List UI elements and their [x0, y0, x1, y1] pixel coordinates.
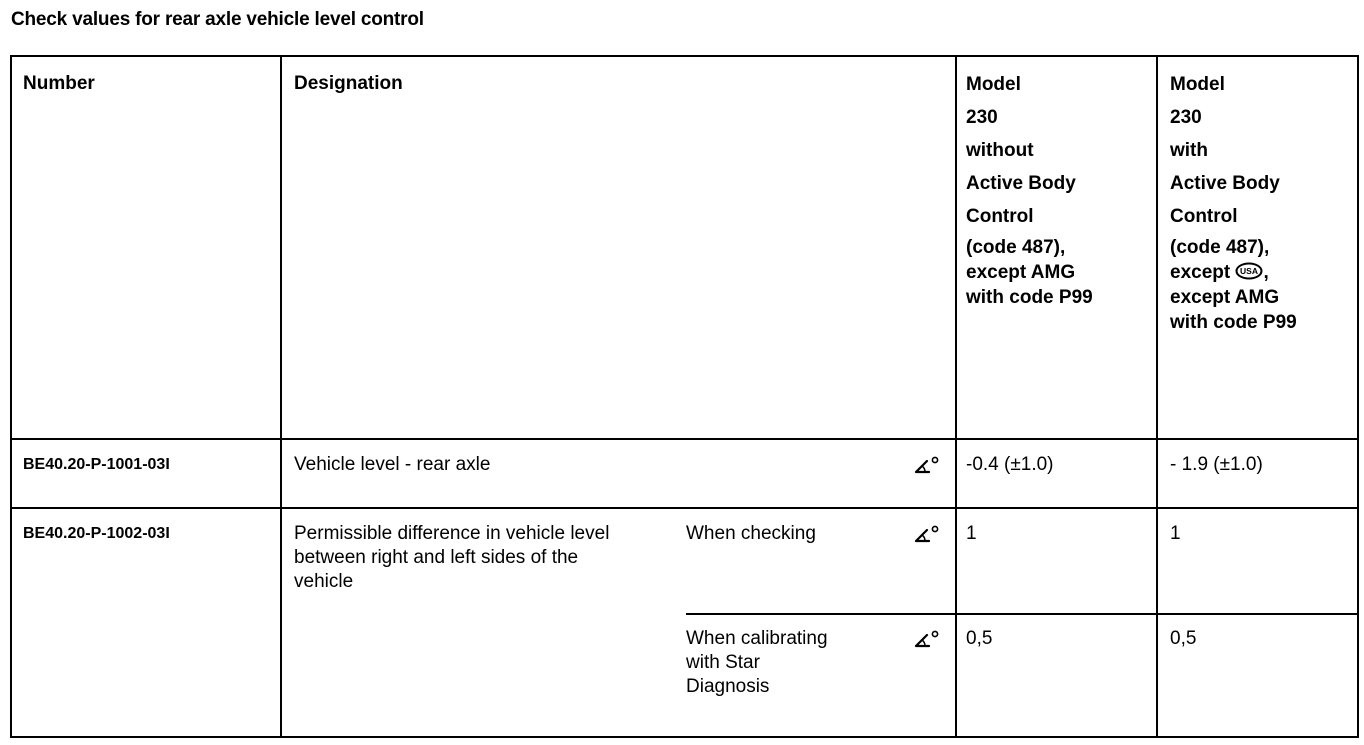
row-1-value-model-1: -0.4 (±1.0) [966, 454, 1054, 475]
grid-line [955, 57, 957, 736]
header-model-2-comma: , [1263, 262, 1269, 283]
header-model-2-line: Active Body [1170, 173, 1280, 194]
grid-line [686, 613, 1357, 615]
header-model-2-line: except AMG [1170, 287, 1280, 308]
row-2-designation-line: between right and left sides of the [294, 547, 579, 568]
header-model-1-line: without [966, 140, 1034, 161]
row-2-designation-line: vehicle [294, 571, 354, 592]
header-model-2-line: 230 [1170, 107, 1202, 128]
header-model-1-line: 230 [966, 107, 998, 128]
row-2-designation-line: Permissible difference in vehicle level [294, 523, 610, 544]
page-title: Check values for rear axle vehicle level control [11, 9, 424, 30]
header-model-1-line: (code 487), [966, 237, 1066, 258]
header-model-2-line: with code P99 [1170, 312, 1297, 333]
header-model-2-except: except [1170, 262, 1231, 283]
angle-measure-icon [914, 524, 940, 544]
header-model-2-line [1170, 260, 1297, 285]
row-2a-value-model-2: 1 [1170, 523, 1181, 544]
row-1-value-model-2: - 1.9 (±1.0) [1170, 454, 1263, 475]
row-2b-condition [686, 627, 828, 699]
row-2b-condition-line: Diagnosis [686, 676, 770, 697]
grid-line [1156, 57, 1158, 736]
header-model-2-line: with [1170, 140, 1208, 161]
header-model-1-line: Model [966, 74, 1021, 95]
header-model-1-line: except AMG [966, 262, 1076, 283]
grid-line [12, 438, 1357, 440]
row-2b-value-model-2: 0,5 [1170, 628, 1197, 649]
row-2b-condition-line: with Star [686, 652, 760, 673]
usa-oval-label: USA [1240, 266, 1259, 277]
header-designation: Designation [294, 73, 403, 94]
row-2-number: BE40.20-P-1002-03I [23, 525, 170, 542]
grid-line [280, 57, 282, 736]
header-model-1 [966, 68, 1093, 310]
check-values-table [10, 55, 1359, 738]
header-model-2-line: Model [1170, 74, 1225, 95]
angle-measure-icon [914, 629, 940, 649]
row-2b-value-model-1: 0,5 [966, 628, 993, 649]
row-2a-condition: When checking [686, 523, 816, 544]
header-model-1-line: Control [966, 206, 1034, 227]
header-model-2 [1170, 68, 1297, 335]
header-model-2-line: (code 487), [1170, 237, 1270, 258]
header-model-1-line: with code P99 [966, 287, 1093, 308]
row-2a-value-model-1: 1 [966, 523, 977, 544]
row-1-number: BE40.20-P-1001-03I [23, 456, 170, 473]
header-number: Number [23, 73, 95, 94]
header-model-2-line: Control [1170, 206, 1238, 227]
usa-oval-icon [1235, 262, 1263, 280]
angle-measure-icon [914, 455, 940, 475]
row-2-designation [294, 522, 609, 594]
header-model-1-line: Active Body [966, 173, 1076, 194]
row-2b-condition-line: When calibrating [686, 628, 828, 649]
row-1-designation: Vehicle level - rear axle [294, 454, 491, 475]
grid-line [12, 507, 1357, 509]
